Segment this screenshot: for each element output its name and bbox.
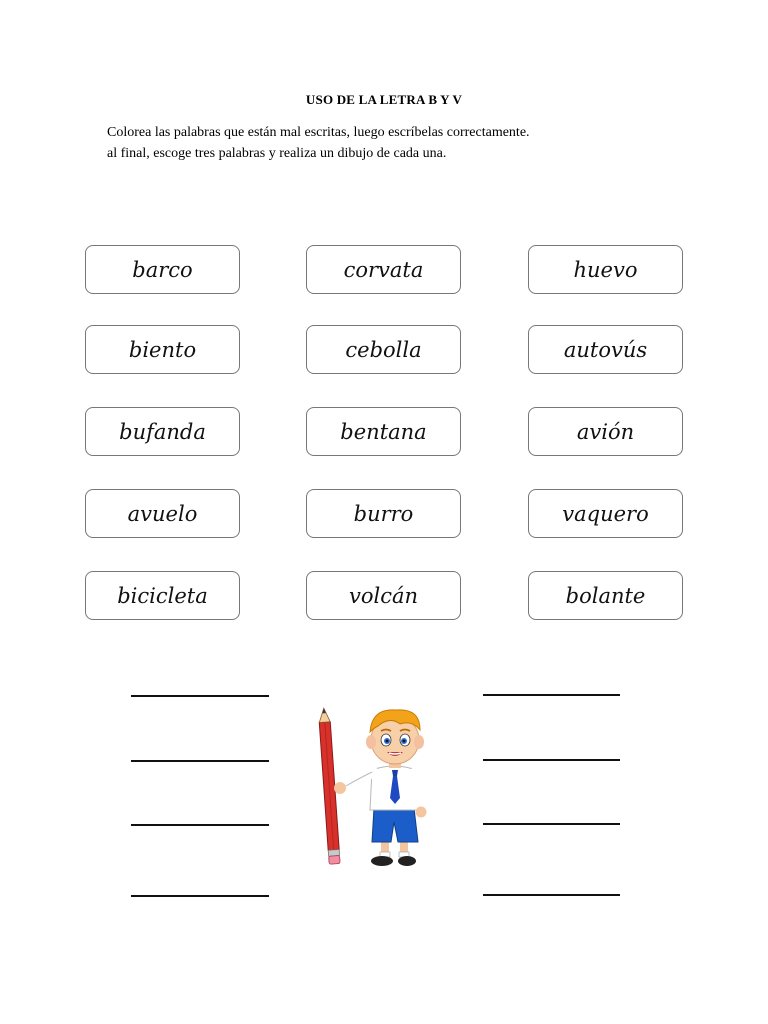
writing-line[interactable]: [483, 823, 620, 825]
word-box[interactable]: cebolla: [306, 325, 461, 374]
word-box[interactable]: burro: [306, 489, 461, 538]
word-box[interactable]: bentana: [306, 407, 461, 456]
word-box[interactable]: biento: [85, 325, 240, 374]
writing-line[interactable]: [131, 695, 269, 697]
word-box[interactable]: corvata: [306, 245, 461, 294]
word-box[interactable]: avión: [528, 407, 683, 456]
word-box[interactable]: huevo: [528, 245, 683, 294]
word-box[interactable]: bicicleta: [85, 571, 240, 620]
word-box[interactable]: autovús: [528, 325, 683, 374]
writing-line[interactable]: [483, 894, 620, 896]
word-box[interactable]: avuelo: [85, 489, 240, 538]
word-box[interactable]: volcán: [306, 571, 461, 620]
page-title: USO DE LA LETRA B Y V: [305, 92, 463, 107]
instruction-line-1: Colorea las palabras que están mal escritas, luego escríbelas correctamente.: [107, 125, 530, 140]
writing-line[interactable]: [131, 760, 269, 762]
writing-line[interactable]: [483, 759, 620, 761]
word-box[interactable]: bolante: [528, 571, 683, 620]
word-box[interactable]: barco: [85, 245, 240, 294]
boy-with-pencil-icon: [312, 700, 432, 872]
instructions: [107, 122, 530, 164]
writing-line[interactable]: [483, 694, 620, 696]
word-box[interactable]: bufanda: [85, 407, 240, 456]
word-box[interactable]: vaquero: [528, 489, 683, 538]
instruction-line-2: al final, escoge tres palabras y realiza un dibujo de cada una.: [107, 146, 447, 161]
writing-line[interactable]: [131, 895, 269, 897]
writing-line[interactable]: [131, 824, 269, 826]
